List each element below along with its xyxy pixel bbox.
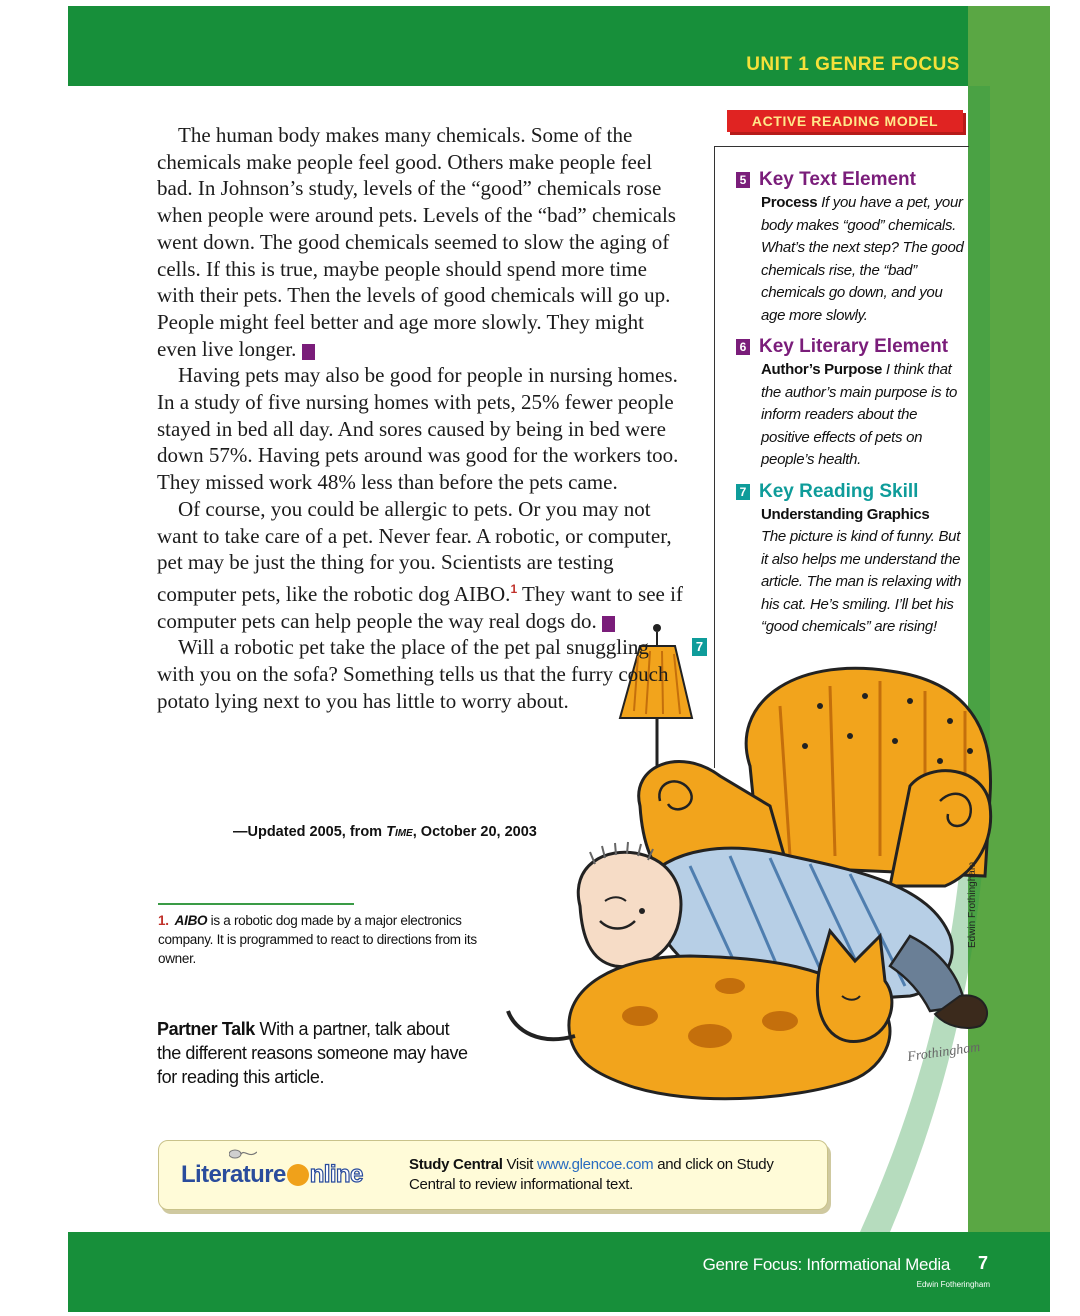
artist-signature: Frothingham: [906, 1039, 982, 1065]
note-key-literary-element: [736, 335, 964, 472]
note-body: [761, 192, 964, 327]
logo-text-online: nline: [309, 1161, 363, 1188]
footnote: [158, 911, 498, 968]
footnote-text: is a robotic dog made by a major electronics company. It is programmed to react to directions from its owner.: [158, 913, 477, 966]
article-source: [233, 824, 537, 840]
note-text: The picture is kind of funny. But it also helps me understand the article. The man is relaxing with his cat. He’s smiling. I’ll bet his “good chemicals” are rising!: [761, 528, 962, 635]
note-key-reading-skill: [736, 480, 964, 639]
note-marker-6: 6: [602, 616, 615, 632]
article-paragraph-3: [157, 496, 687, 635]
note-heading: [736, 480, 964, 504]
footer-title: Genre Focus: Informational Media: [702, 1255, 950, 1274]
paragraph-text: Will a robotic pet take the place of the pet pal snuggling with you on the sofa? Something tells us that the furry couch potato lying next to you has little to worry about.: [157, 635, 669, 713]
footnote-number: 1.: [158, 913, 169, 928]
logo-text: Literature: [181, 1161, 286, 1188]
article-paragraph-2: [157, 362, 687, 496]
globe-icon: [287, 1164, 309, 1186]
illustration-marker-7: 7: [692, 638, 707, 656]
article-paragraph-1: [157, 122, 687, 362]
footnote-rule: [158, 903, 354, 905]
note-marker-5: 5: [302, 344, 315, 360]
literature-online-logo[interactable]: [181, 1161, 363, 1189]
textbook-page: [30, 6, 1050, 1312]
study-central-text-after: and click on Study Central to review informational text.: [409, 1156, 774, 1193]
source-publication: Time: [386, 824, 413, 840]
study-central-text: [409, 1155, 819, 1195]
note-term: Author’s Purpose: [761, 361, 883, 378]
illustration-credit: Edwin Frothingham: [967, 861, 978, 948]
note-title: Key Literary Element: [759, 336, 949, 357]
note-text: If you have a pet, your body makes “good” chemicals. What’s the next step? The good chemicals rise, the “bad” chemicals go down, and you age more slowly.: [761, 194, 964, 324]
paragraph-text: They want to see if computer pets can help people the way real dogs do.: [157, 581, 683, 633]
mouse-icon: [229, 1149, 257, 1159]
paragraph-text: Having pets may also be good for people in nursing homes. In a study of five nursing homes with pets, 25% fewer people stayed in bed all day. And sores caused by being in bed were down 57%. Having pets around was good for the workers too. They missed work 48% less than before the pets came.: [157, 363, 679, 495]
partner-talk-text: With a partner, talk about the different reasons someone may have for reading this article.: [157, 1019, 468, 1087]
note-number: 5: [736, 172, 750, 188]
glencoe-link[interactable]: www.glencoe.com: [536, 1156, 654, 1173]
note-heading: [736, 335, 964, 359]
page-number: 7: [977, 1253, 988, 1273]
source-prefix: —Updated 2005, from: [233, 824, 387, 840]
partner-talk: [157, 1017, 477, 1089]
note-number: 6: [736, 339, 750, 355]
note-title: Key Text Element: [759, 169, 916, 190]
note-text: I think that the author’s main purpose is to inform readers about the positive effects of pets on people’s health.: [761, 361, 958, 468]
note-body: [761, 504, 964, 639]
active-reading-badge: ACTIVE READING MODEL: [727, 110, 963, 132]
study-central-text-before: Visit: [502, 1156, 537, 1173]
footnote-term: AIBO: [174, 913, 208, 928]
article-paragraph-4: [157, 634, 687, 714]
partner-talk-label: Partner Talk: [157, 1019, 255, 1039]
note-body: [761, 359, 964, 472]
side-notes: [736, 168, 964, 647]
note-term: Understanding Graphics: [761, 505, 930, 523]
source-date: , October 20, 2003: [412, 824, 537, 840]
paragraph-text: The human body makes many chemicals. Some of the chemicals make people feel good. Others make people feel bad. In Johnson’s study, levels of the “good” chemicals rose when people were around pets. Levels of the “bad” chemicals went down. The good chemicals seemed to slow the aging of cells. If this is true, maybe people should spend more time with their pets. Then the levels of good chemicals will go up. People might feel better and age more slowly. They might even live longer.: [157, 123, 676, 361]
paragraph-text: Of course, you could be allergic to pets. Or you may not want to take care of a pet. Never fear. A robotic, or computer, pet may be just the thing for you. Scientists are testing computer pets, like the robotic dog AIBO.: [157, 496, 672, 606]
note-term: Process: [761, 194, 818, 211]
article-body: [157, 122, 687, 714]
note-title: Key Reading Skill: [759, 480, 919, 502]
footnote-ref: 1: [510, 581, 518, 596]
study-central-label: Study Central: [409, 1156, 503, 1173]
literature-online-bar: [158, 1140, 828, 1210]
note-key-text-element: [736, 168, 964, 327]
note-number: 7: [736, 484, 750, 500]
note-heading: [736, 168, 964, 192]
footer-credit: Edwin Fotheringham: [916, 1280, 990, 1289]
unit-label: UNIT 1 GENRE FOCUS: [746, 54, 960, 75]
